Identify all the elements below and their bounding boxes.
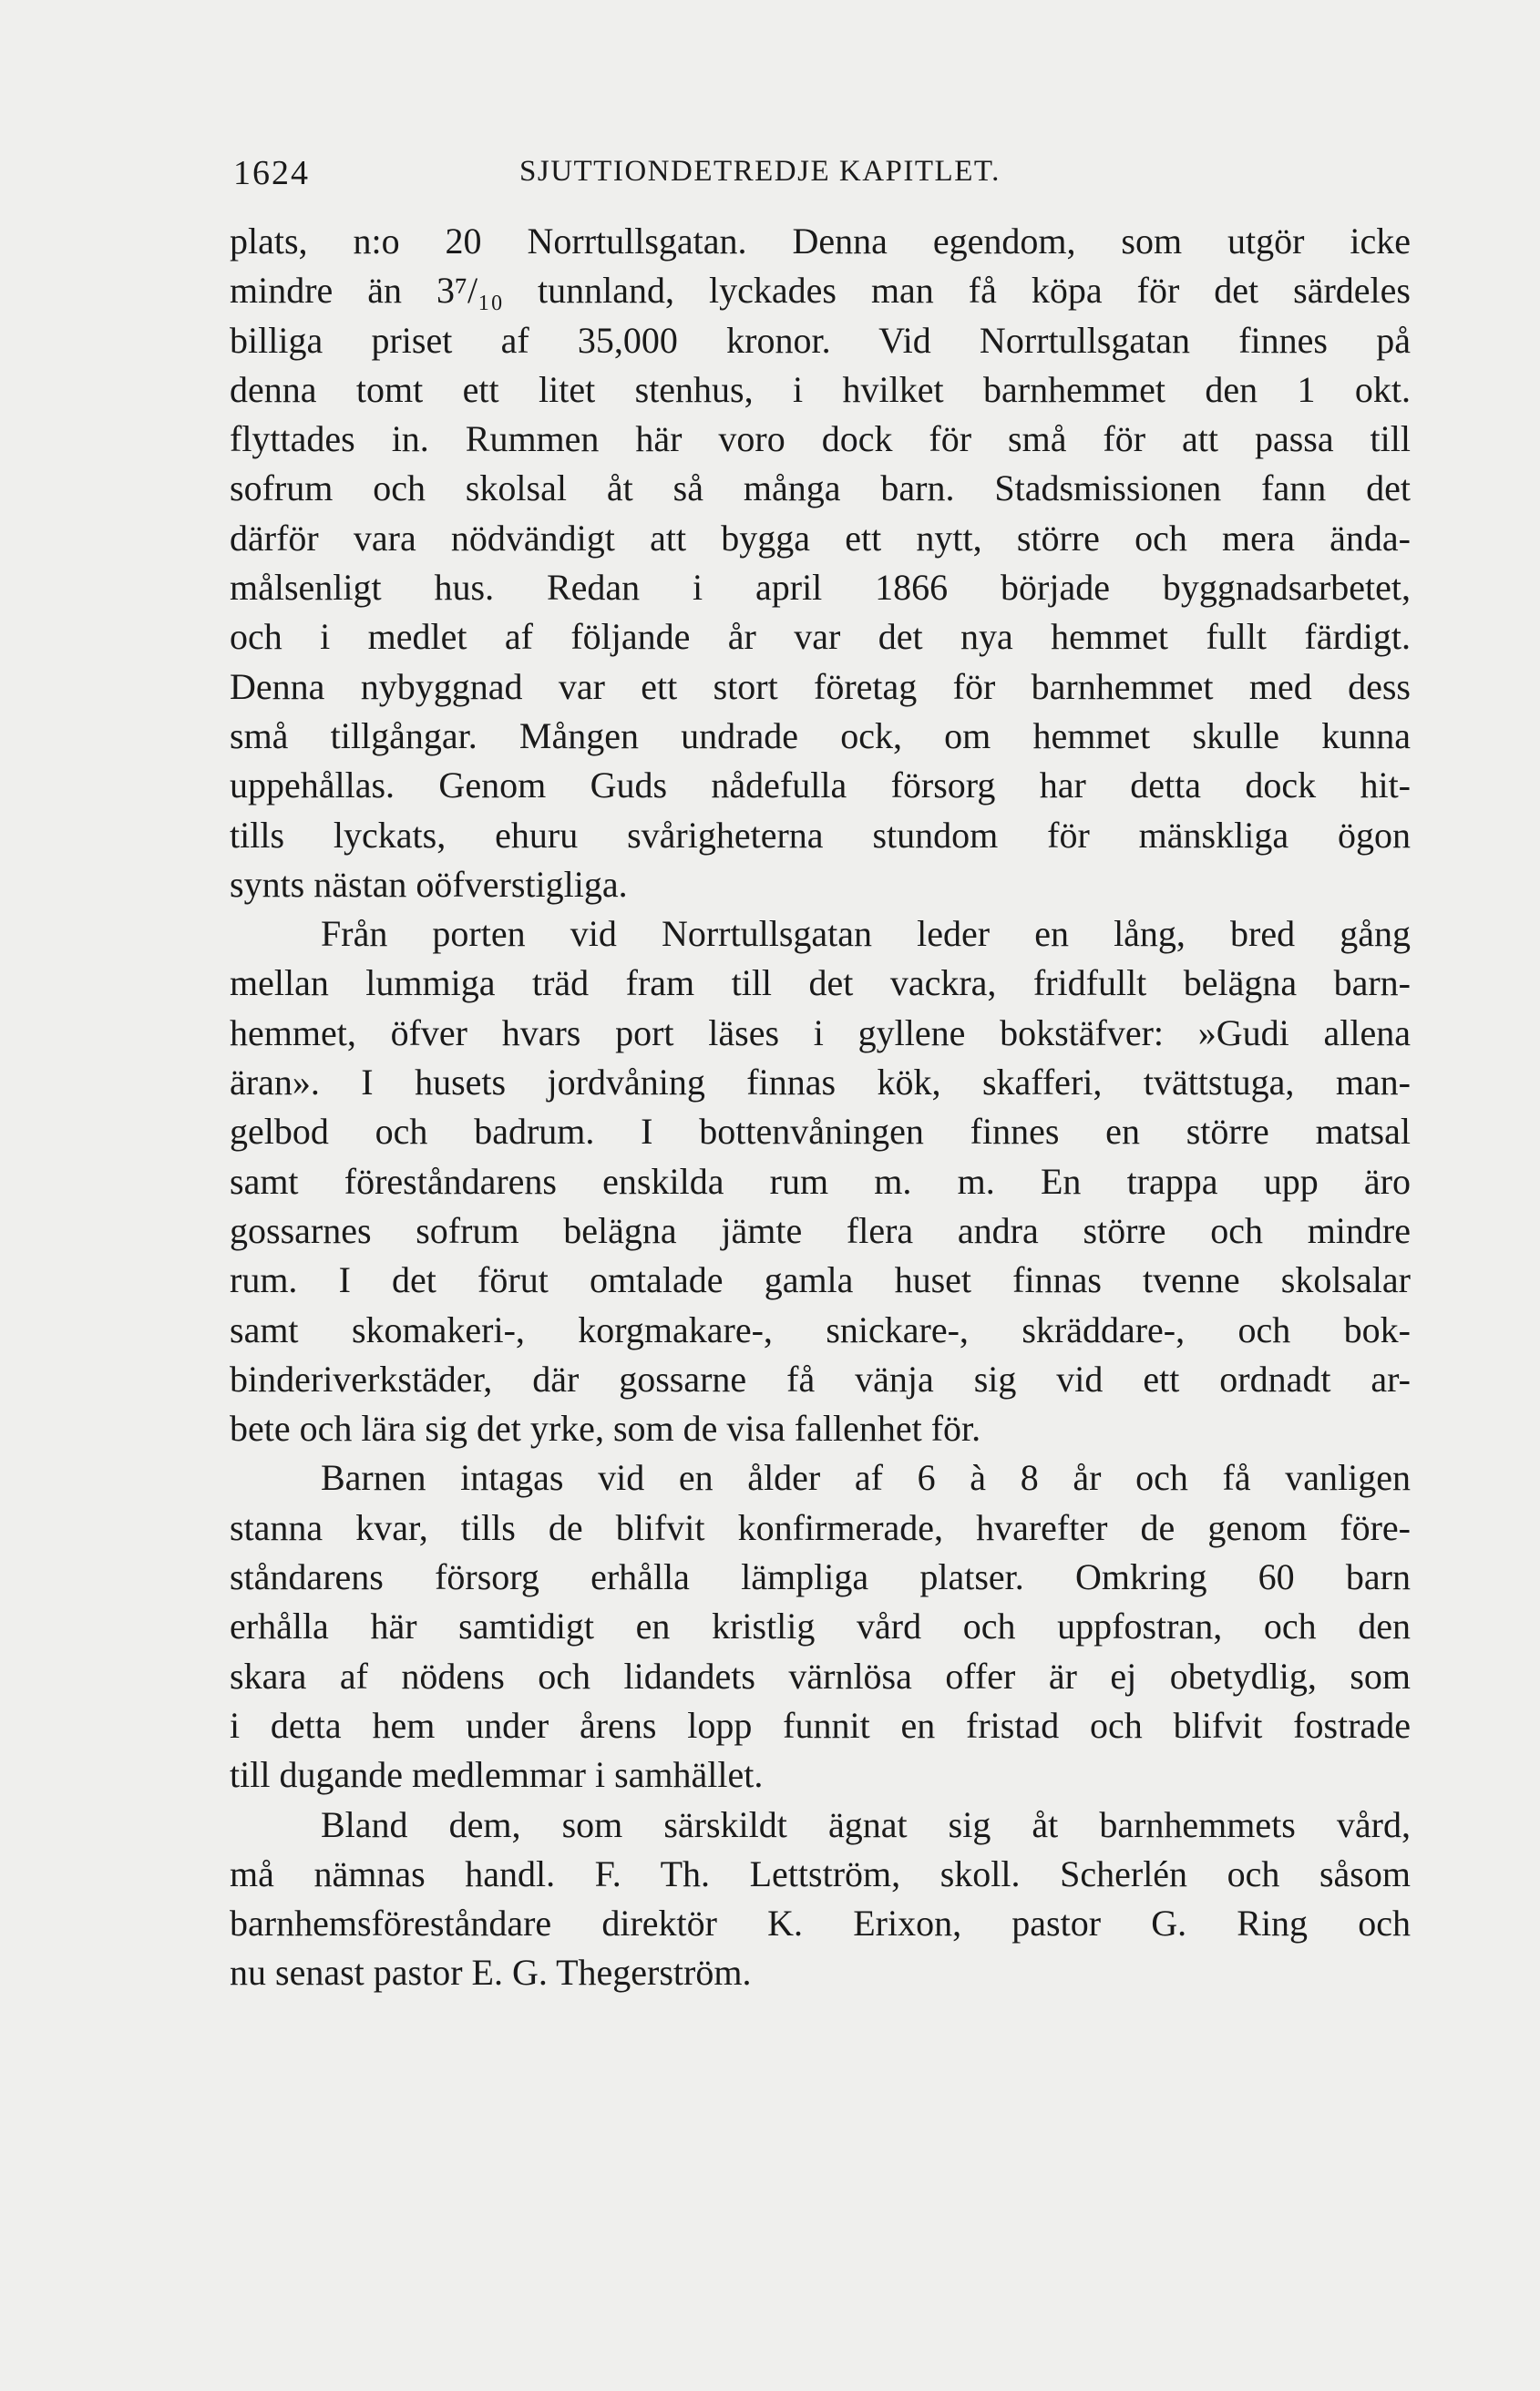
text-line: nu senast pastor E. G. Thegerström. xyxy=(230,1952,752,1994)
paragraph xyxy=(230,217,1411,909)
text-line: mindre än 3⁷/₁₀ tunnland, lyckades man få köpa för det särdeles xyxy=(230,270,1411,312)
text-line: bete och lära sig det yrke, som de visa fallenhet för. xyxy=(230,1408,981,1450)
running-head: SJUTTIONDETREDJE KAPITLET. xyxy=(519,155,1001,188)
text-line: billiga priset af 35,000 kronor. Vid Norrtullsgatan finnes på xyxy=(230,319,1411,361)
text-line: äran». I husets jordvåning finnas kök, skafferi, tvättstuga, man- xyxy=(230,1062,1411,1103)
text-line: synts nästan oöfverstigliga. xyxy=(230,863,628,905)
page-number: 1624 xyxy=(233,154,310,192)
text-line: därför vara nödvändigt att bygga ett nytt, större och mera ända- xyxy=(230,517,1411,559)
text-line: plats, n:o 20 Norrtullsgatan. Denna egendom, som utgör icke xyxy=(230,221,1411,262)
text-line: i detta hem under årens lopp funnit en fristad och blifvit fostrade xyxy=(230,1704,1411,1746)
text-line: målsenligt hus. Redan i april 1866 började byggnadsarbetet, xyxy=(230,567,1411,609)
text-line: rum. I det förut omtalade gamla huset finnas tvenne skolsalar xyxy=(230,1259,1411,1301)
text-line: må nämnas handl. F. Th. Lettström, skoll. Scherlén och såsom xyxy=(230,1852,1411,1894)
text-line: små tillgångar. Mången undrade ock, om hemmet skulle kunna xyxy=(230,714,1411,756)
text-line: barnhemsföreståndare direktör K. Erixon, pastor G. Ring och xyxy=(230,1903,1411,1945)
text-line: Barnen intagas vid en ålder af 6 à 8 år och få vanligen xyxy=(321,1457,1411,1499)
text-line: stanna kvar, tills de blifvit konfirmerade, hvarefter de genom före- xyxy=(230,1506,1411,1548)
paragraph xyxy=(230,1453,1411,1800)
text-line: ståndarens försorg erhålla lämpliga platser. Omkring 60 barn xyxy=(230,1556,1411,1598)
text-line: tills lyckats, ehuru svårigheterna stundom för mänskliga ögon xyxy=(230,814,1411,856)
text-line: Från porten vid Norrtullsgatan leder en lång, bred gång xyxy=(321,913,1411,955)
text-line: samt skomakeri-, korgmakare-, snickare-, skräddare-, och bok- xyxy=(230,1308,1411,1350)
text-line: skara af nödens och lidandets värnlösa offer är ej obetydlig, som xyxy=(230,1655,1411,1697)
text-line: sofrum och skolsal åt så många barn. Stadsmissionen fann det xyxy=(230,467,1411,509)
text-line: Denna nybyggnad var ett stort företag för barnhemmet med dess xyxy=(230,665,1411,707)
paragraph xyxy=(230,1801,1411,1998)
text-line: flyttades in. Rummen här voro dock för små för att passa till xyxy=(230,418,1411,460)
paragraph xyxy=(230,909,1411,1453)
text-line: till dugande medlemmar i samhället. xyxy=(230,1754,764,1796)
text-line: gelbod och badrum. I bottenvåningen finnes en större matsal xyxy=(230,1111,1411,1153)
text-line: gossarnes sofrum belägna jämte flera andra större och mindre xyxy=(230,1209,1411,1251)
text-line: samt föreståndarens enskilda rum m. m. En trappa upp äro xyxy=(230,1160,1411,1202)
text-line: mellan lummiga träd fram till det vackra, fridfullt belägna barn- xyxy=(230,962,1411,1004)
text-line: binderiverkstäder, där gossarne få vänja sig vid ett ordnadt ar- xyxy=(230,1358,1411,1400)
text-line: hemmet, öfver hvars port läses i gyllene bokstäfver: »Gudi allena xyxy=(230,1011,1411,1053)
body-text xyxy=(230,217,1411,1998)
text-line: Bland dem, som särskildt ägnat sig åt barnhemmets vård, xyxy=(321,1803,1411,1845)
text-line: uppehållas. Genom Guds nådefulla försorg har detta dock hit- xyxy=(230,765,1411,806)
text-line: och i medlet af följande år var det nya hemmet fullt färdigt. xyxy=(230,616,1411,658)
text-line: denna tomt ett litet stenhus, i hvilket barnhemmet den 1 okt. xyxy=(230,368,1411,410)
page-header xyxy=(233,153,1409,193)
text-line: erhålla här samtidigt en kristlig vård och uppfostran, och den xyxy=(230,1606,1411,1647)
